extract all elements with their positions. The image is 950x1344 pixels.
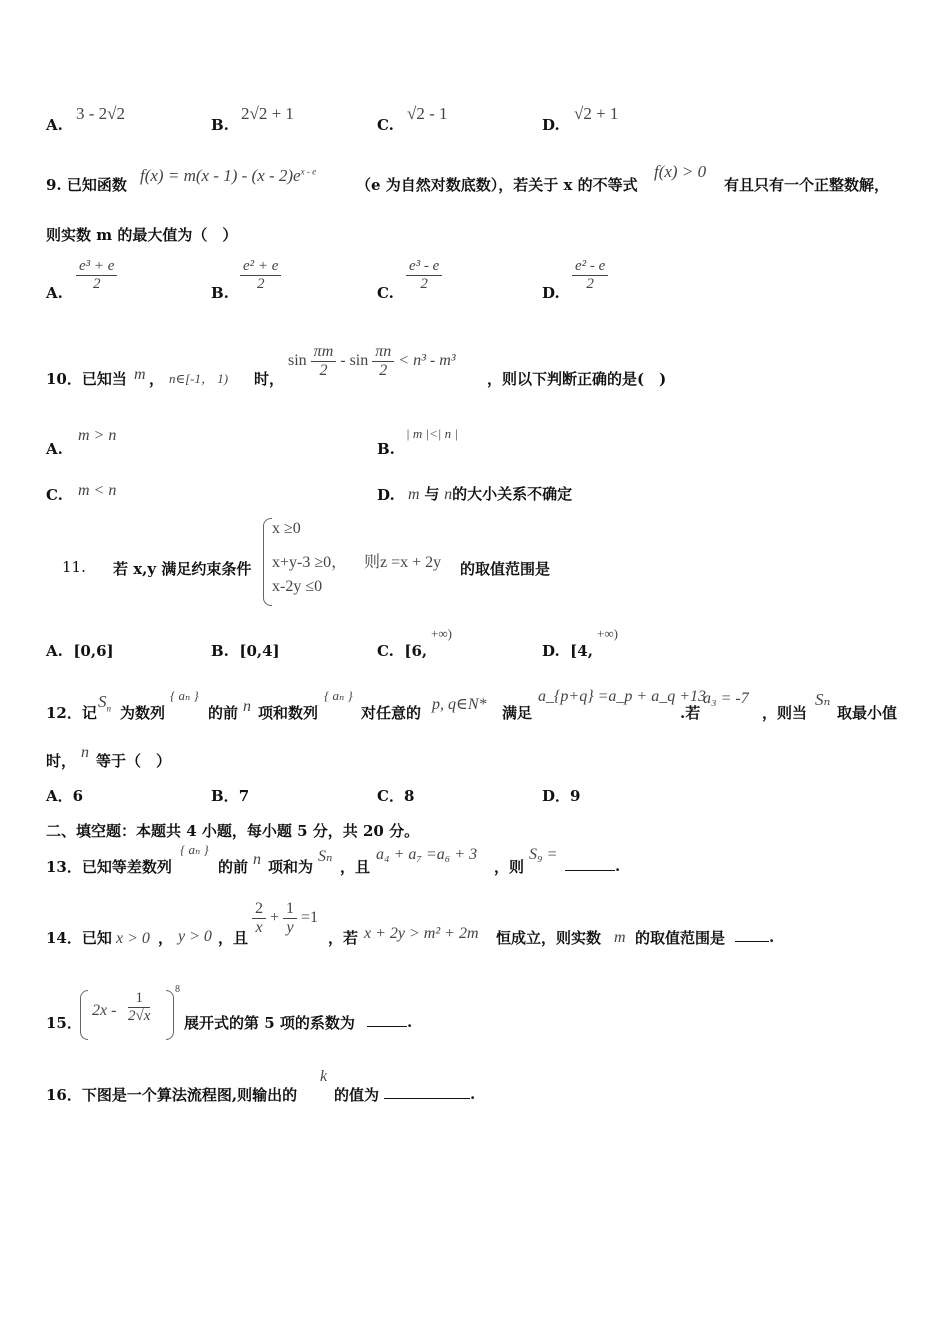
q15-number: 15．	[46, 1014, 82, 1032]
q12-a3: a₃ = -7	[703, 690, 749, 707]
q9-function	[140, 166, 316, 186]
q13-end: .	[615, 857, 621, 875]
q13-t2: 的前	[218, 858, 249, 876]
q9-option-d-den: 2	[586, 276, 594, 292]
q10-sin1: sin	[288, 352, 307, 370]
q12-option-a-label: A．	[46, 787, 73, 805]
q9-option-a-num: e³ + e	[76, 258, 117, 276]
q14-answer-blank[interactable]	[735, 927, 769, 942]
q9-option-b-frac	[240, 258, 281, 293]
q8-option-a-expr: 3 - 2√2	[76, 104, 125, 123]
q13-number: 13．	[46, 858, 82, 876]
q10-frac1-num: πm	[311, 343, 337, 362]
q12-number: 12．	[46, 704, 82, 722]
q12-option-a	[46, 785, 83, 806]
q16-answer	[384, 1084, 475, 1103]
q12-option-d-label: D．	[542, 787, 571, 805]
q14-plus: +	[270, 909, 280, 927]
q12-option-b-label: B．	[211, 787, 239, 805]
q10-option-b-label: B.	[377, 440, 395, 458]
q13-n: n	[253, 851, 261, 868]
q11-option-b	[211, 642, 280, 660]
q11-option-a-text: [0,6]	[73, 642, 114, 660]
q11-option-c	[377, 642, 427, 660]
q10-option-d-n: n	[444, 486, 453, 503]
q11-option-c-tail: +∞)	[431, 626, 452, 641]
q10-option-d-text2: 的大小关系不确定	[452, 485, 573, 503]
q10-minus: -	[340, 352, 346, 370]
q14-number: 14．	[46, 929, 82, 947]
q8-option-c-expr: √2 - 1	[407, 104, 448, 123]
q11-option-d-label: D.	[542, 642, 560, 660]
q9-number: 9.	[46, 176, 62, 194]
q13-t1: 已知等差数列	[81, 858, 172, 876]
q10-number: 10．	[46, 370, 82, 388]
q11-option-a-label: A.	[46, 642, 63, 660]
q10-var-m: m	[134, 366, 146, 383]
q9-prefix: 已知函数	[66, 176, 127, 194]
q14-condition	[252, 900, 318, 937]
q9-function-body: f(x) = m(x - 1) - (x - 2)e	[140, 166, 301, 185]
section2-heading: 二、填空题：本题共 4 小题，每小题 5 分，共 20 分。	[46, 822, 420, 840]
q8-option-a-label: A.	[46, 116, 63, 134]
q14-f2-num: 1	[283, 900, 297, 919]
q12-option-c	[377, 785, 414, 806]
q11-option-d	[542, 642, 593, 660]
q12-line2b: 等于（ ）	[96, 752, 172, 770]
q10-question	[46, 368, 127, 389]
q14-eq: =1	[301, 909, 319, 927]
q12-sn: $S_n$	[98, 692, 111, 714]
q16-k: k	[320, 1068, 328, 1085]
q15-power: 8	[175, 984, 180, 995]
q16-t1: 下图是一个算法流程图,则输出的	[81, 1086, 298, 1104]
q14-f2-den: y	[286, 919, 294, 936]
q8-option-b-expr: 2√2 + 1	[241, 104, 294, 123]
q10-option-d	[408, 483, 572, 504]
q11-option-d-text: [4,	[570, 642, 593, 660]
q9-note: （e 为自然对数底数），若关于 x 的不等式	[356, 176, 638, 194]
q12-an: { aₙ }	[170, 688, 199, 703]
q13-answer	[565, 856, 620, 875]
q15-frac-num: 1	[128, 990, 150, 1008]
q9-option-d-label: D.	[542, 284, 560, 302]
q12-t5: 对任意的	[361, 704, 422, 722]
q12-option-a-text: 6	[72, 787, 84, 805]
q9-option-c-den: 2	[420, 276, 428, 292]
q10-option-d-text1: 与	[424, 485, 440, 503]
q9-option-a-den: 2	[92, 276, 101, 292]
q15-frac	[128, 990, 150, 1025]
q12-sn-s: S	[98, 692, 107, 711]
q9-option-b-den: 2	[256, 276, 265, 292]
q9-option-c-label: C.	[377, 284, 394, 302]
q11-option-c-text: [6,	[404, 642, 428, 660]
q11-option-c-label: C.	[377, 642, 394, 660]
q16-t2: 的值为	[334, 1086, 380, 1104]
q15-end: .	[407, 1013, 413, 1031]
q10-option-a-expr: m > n	[78, 427, 117, 444]
q14-t4: 恒成立，则实数	[496, 929, 602, 947]
q13-s9: S₉ =	[529, 846, 558, 863]
q10-suffix: ，则以下判断正确的是( )	[487, 370, 667, 388]
q15-answer-blank[interactable]	[367, 1012, 407, 1027]
q15-paren-right	[166, 990, 174, 1040]
q12-t6: 满足	[502, 704, 533, 722]
q15-answer	[367, 1012, 412, 1031]
q10-sin2: sin	[349, 352, 369, 370]
q12-t1: 记	[81, 704, 97, 722]
q12-t8: ，则当	[762, 704, 808, 722]
q12-start	[46, 702, 97, 723]
q9-option-b-label: B.	[211, 284, 229, 302]
q15-expr-a: 2x -	[92, 1002, 117, 1019]
q11-option-a	[46, 642, 114, 660]
q11-number: 11.	[62, 558, 86, 576]
q9-option-a-frac	[76, 258, 117, 293]
q16-start	[46, 1084, 297, 1105]
q12-t2: 为数列	[120, 704, 166, 722]
q10-option-c-expr: m < n	[78, 482, 117, 499]
q14-m: m	[614, 929, 626, 946]
q14-t3: ，若	[328, 929, 359, 947]
q9-option-c-num: e³ - e	[406, 258, 442, 276]
q10-range: n∈[-1， 1)	[169, 371, 229, 386]
q13-cond: a₄ + a₇ =a₆ + 3	[376, 846, 478, 863]
q10-frac1-den: 2	[319, 362, 328, 379]
q12-option-c-text: 8	[403, 787, 415, 805]
q10-prefix: 已知当	[81, 370, 127, 388]
q9-option-a-label: A.	[46, 284, 63, 302]
q14-sep: ，	[158, 929, 174, 947]
q11-option-b-text: [0,4]	[239, 642, 280, 660]
q14-f1-num: 2	[252, 900, 266, 919]
q10-sep: ，	[149, 370, 165, 388]
q13-an: { aₙ }	[180, 842, 209, 857]
q14-y: y > 0	[178, 928, 212, 945]
q13-sn: Sₙ	[318, 848, 333, 865]
q9-option-d-frac	[572, 258, 608, 293]
q10-frac2-den: 2	[379, 362, 388, 379]
q11-option-d-tail: +∞)	[597, 626, 618, 641]
q13-t3: 项和为	[268, 858, 314, 876]
q14-start	[46, 927, 112, 948]
q10-when: 时，	[254, 370, 285, 388]
q9-option-d-num: e² - e	[572, 258, 608, 276]
q11-constraint-1: x ≥0	[272, 520, 301, 537]
q11-then: 则z =x + 2y	[364, 554, 442, 571]
q9-function-exp: x - e	[300, 166, 317, 177]
q12-line2a: 时，	[46, 752, 77, 770]
q12-t7: .若	[680, 704, 701, 722]
q11-constraint-2: x+y-3 ≥0，	[272, 554, 348, 571]
q12-option-c-label: C．	[377, 787, 404, 805]
q12-t9: 取最小值	[837, 704, 898, 722]
q11-suffix: 的取值范围是	[460, 560, 551, 578]
q9-line2: 则实数 m 的最大值为（ ）	[46, 226, 238, 244]
q14-ineq: x + 2y > m² + 2m	[364, 925, 479, 942]
q12-option-b	[211, 785, 249, 806]
q10-frac2-num: πn	[372, 343, 394, 362]
q9-option-b-num: e² + e	[240, 258, 281, 276]
q12-option-b-text: 7	[238, 787, 250, 805]
q16-end: .	[470, 1085, 476, 1103]
q11-constraint-3: x-2y ≤0	[272, 578, 323, 595]
q12-n: n	[243, 698, 251, 715]
q12-an2: { aₙ }	[324, 688, 353, 703]
q15-frac-den: 2√x	[128, 1008, 151, 1024]
q13-t5: ，则	[494, 858, 525, 876]
q15-text: 展开式的第 5 项的系数为	[184, 1014, 355, 1032]
q10-option-b-expr: | m |<| n |	[406, 426, 458, 441]
q9-suffix: 有且只有一个正整数解，	[724, 176, 890, 194]
q14-x: x > 0	[116, 930, 150, 947]
q14-t5: 的取值范围是	[635, 929, 726, 947]
q11-option-b-label: B.	[211, 642, 229, 660]
q16-number: 16．	[46, 1086, 82, 1104]
q10-option-c-label: C.	[46, 486, 63, 504]
q12-t3: 的前	[208, 704, 239, 722]
q10-option-d-label: D.	[377, 486, 395, 504]
q12-option-d	[542, 785, 580, 806]
q14-f1-den: x	[255, 919, 263, 936]
q12-line2n: n	[81, 744, 89, 761]
q10-option-a-label: A.	[46, 440, 63, 458]
q10-rhs: < n³ - m³	[398, 352, 456, 370]
q10-option-d-m: m	[408, 486, 420, 503]
q13-answer-blank[interactable]	[565, 856, 615, 871]
q14-end: .	[769, 928, 775, 946]
q8-option-d-label: D.	[542, 116, 560, 134]
q11-brace	[263, 518, 272, 606]
q12-option-d-text: 9	[570, 787, 581, 805]
q14-t1: 已知	[81, 929, 112, 947]
q8-option-c-label: C.	[377, 116, 394, 134]
q12-sn2: Sₙ	[815, 690, 831, 709]
q9-question	[46, 174, 127, 195]
q15-paren-left	[80, 990, 88, 1040]
q16-answer-blank[interactable]	[384, 1084, 470, 1099]
q13-t4: ，且	[340, 858, 371, 876]
q8-option-b-label: B.	[211, 116, 229, 134]
q9-option-c-frac	[406, 258, 442, 293]
q12-pq: p, q∈N*	[432, 696, 487, 713]
q14-answer	[735, 927, 774, 946]
q11-prefix: 若 x,y 满足约束条件	[113, 560, 252, 578]
q8-option-d-expr: √2 + 1	[574, 104, 619, 123]
q9-inequality: f(x) > 0	[654, 162, 707, 181]
q12-t4: 项和数列	[258, 704, 319, 722]
q10-inequality	[288, 343, 456, 380]
q12-cond: a_{p+q} =a_p + a_q +13	[538, 688, 706, 705]
q13-start	[46, 856, 172, 877]
q14-t2: ，且	[218, 929, 249, 947]
